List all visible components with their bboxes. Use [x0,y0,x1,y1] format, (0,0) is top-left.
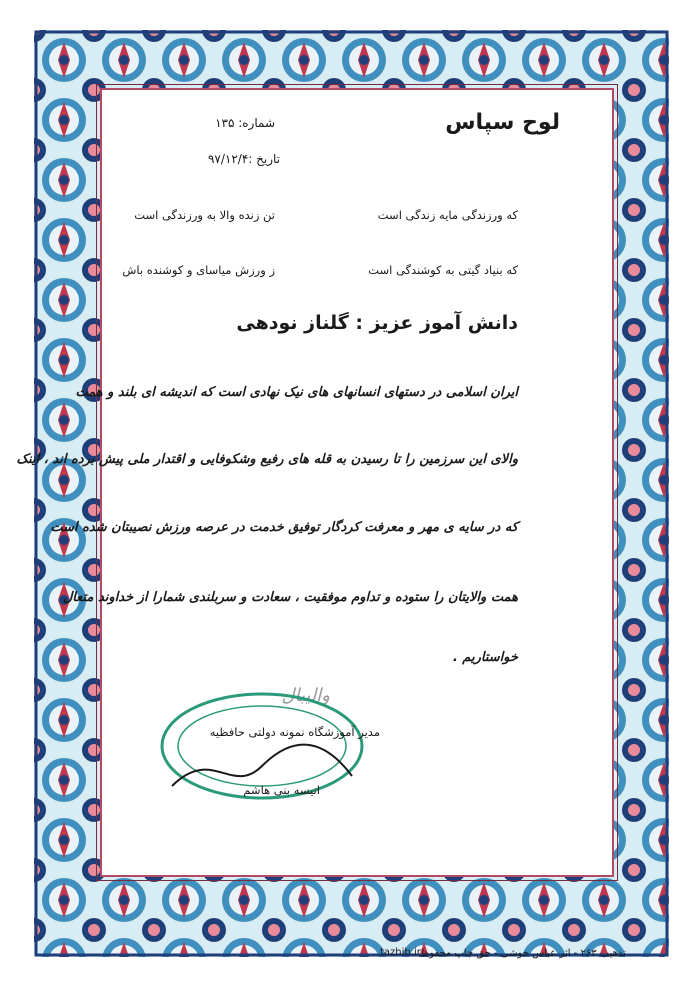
certificate-title: لوح سپاس [445,110,560,135]
body-line-1: ایران اسلامی در دستهای انسانهای های نیک نهادی است که اندیشه ای بلند و همت [75,385,518,400]
footer-credit: tazhib.ir [380,947,421,958]
body-line-4: همت والایتان را ستوده و تداوم موفقیت ، سعادت و سربلندی شمارا از خداوند متعال [62,590,518,605]
student-name-line: دانش آموز عزیز : گلناز نودهی [236,312,518,334]
body-line-3: که در سایه ی مهر و معرفت کردگار توفیق خدمت در عرصه ورزش نصیبتان شده است [50,520,518,535]
poem-line2-right: ز ورزش میاسای و کوشنده باش [122,263,275,277]
manager-title: مدیر آموزشگاه نمونه دولتی حافظیه [209,725,380,739]
poem-line2-left: که بنیاد گیتی به کوشندگی است [368,263,518,277]
footer-note: تذهیب ۲۶۳ - اثر عباس خوشی - حق چاپ محفوظ [420,948,626,959]
body-line-2: والای این سرزمین را تا رسیدن به قله های رفیع وشکوفایی و اقتدار ملی پیش برده اند ، اینک [16,452,518,467]
certificate-date: تاریخ :۹۷/۱۲/۴ [207,152,280,166]
manager-name: انیسه بنی هاشم [243,783,320,797]
body-line-5: خواستاریم . [452,650,518,665]
poem-line1-left: که ورزندگی مایه زندگی است [377,208,518,222]
handwritten-sport: والیبال [281,685,330,706]
poem-line1-right: تن زنده والا به ورزندگی است [134,208,275,222]
certificate-number: شماره: ۱۳۵ [215,116,275,130]
